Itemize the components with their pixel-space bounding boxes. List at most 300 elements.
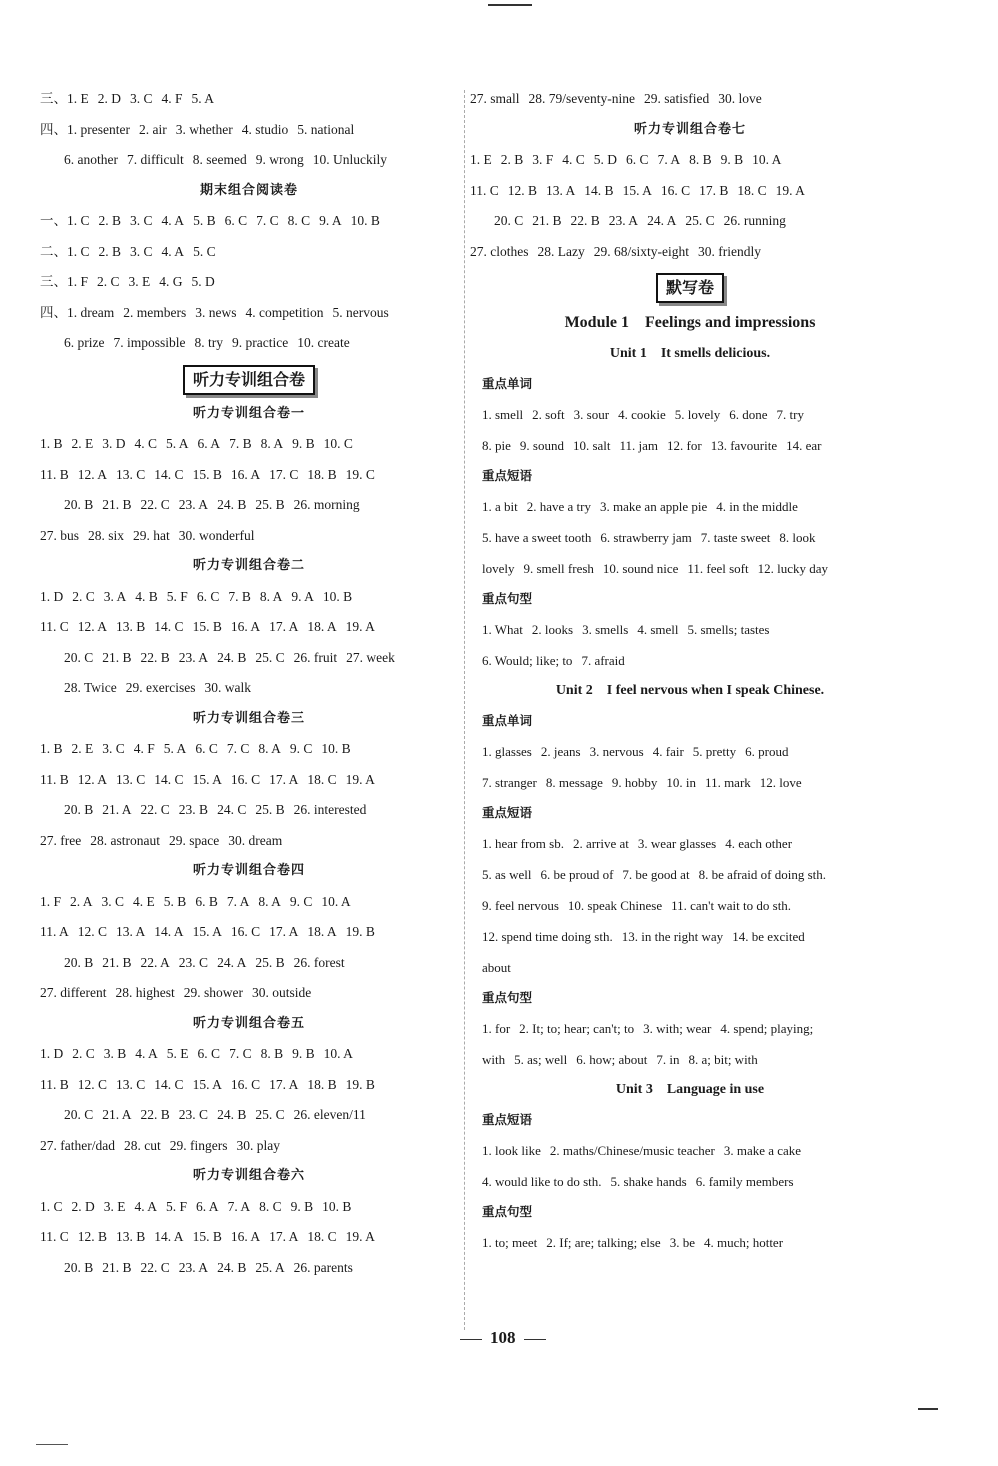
boxed-section-title: 听力专训组合卷 bbox=[183, 365, 315, 395]
answer-item: 4. A bbox=[161, 243, 185, 259]
answer-item: 12. A bbox=[77, 771, 108, 787]
right-answer-column bbox=[470, 84, 910, 1258]
answer-item: 8. message bbox=[545, 775, 603, 790]
answer-item: 5. B bbox=[193, 213, 216, 228]
answer-item: 3. whether bbox=[175, 121, 233, 137]
answer-line bbox=[470, 828, 910, 859]
page-number bbox=[452, 1328, 554, 1348]
answer-line bbox=[40, 917, 458, 948]
answer-item: 11. C bbox=[470, 182, 499, 198]
answer-line bbox=[40, 826, 458, 857]
answer-item: 四、1. presenter bbox=[40, 121, 130, 137]
answer-item: 5. as well bbox=[482, 867, 532, 882]
answer-item: 14. C bbox=[154, 771, 184, 787]
answer-item: 1. look like bbox=[482, 1143, 541, 1158]
answer-line bbox=[40, 1100, 458, 1131]
answer-item: 4. in the middle bbox=[716, 499, 798, 514]
boxed-section-title-wrap bbox=[470, 273, 910, 303]
answer-item: 23. C bbox=[178, 1107, 209, 1122]
answer-item: 3. make a cake bbox=[723, 1143, 802, 1158]
answer-item: 18. A bbox=[307, 619, 337, 634]
answer-item: 11. C bbox=[40, 619, 69, 634]
answer-item: 6. C bbox=[195, 741, 218, 756]
answer-item: 12. for bbox=[667, 438, 702, 453]
answer-item: with bbox=[482, 1052, 506, 1067]
answer-item: 10. A bbox=[323, 1046, 353, 1061]
answer-line bbox=[40, 673, 458, 704]
answer-item: 8. be afraid of doing sth. bbox=[698, 867, 827, 882]
answer-item: 9. B bbox=[290, 1198, 314, 1214]
answer-item: 4. A bbox=[134, 1198, 158, 1214]
answer-item: 4. competition bbox=[245, 304, 324, 320]
answer-item: 23. A bbox=[608, 213, 639, 228]
answer-item: 4. smell bbox=[637, 622, 679, 637]
answer-item: 5. F bbox=[166, 588, 188, 604]
answer-item: 24. B bbox=[217, 1107, 247, 1122]
answer-item: 27. small bbox=[470, 91, 520, 106]
answer-item: 23. A bbox=[178, 649, 209, 665]
answer-item: 14. B bbox=[584, 182, 614, 198]
answer-item: 4. C bbox=[562, 152, 585, 167]
answer-item: 28. six bbox=[88, 527, 125, 543]
answer-item: 4. fair bbox=[652, 744, 684, 759]
subsection-label: 重点短语 bbox=[482, 468, 533, 483]
answer-item: 27. free bbox=[40, 832, 82, 848]
answer-item: 4. A bbox=[161, 213, 185, 228]
answer-item: 4. spend; playing; bbox=[720, 1021, 814, 1036]
answer-item: 11. C bbox=[40, 1229, 69, 1244]
answer-item: 5. have a sweet tooth bbox=[482, 530, 592, 545]
answer-item: 10. B bbox=[322, 1198, 352, 1214]
answer-line bbox=[40, 460, 458, 491]
answer-line bbox=[40, 490, 458, 521]
answer-item: 8. A bbox=[258, 741, 281, 756]
answer-item: 29. satisfied bbox=[643, 91, 710, 106]
answer-item: 4. much; hotter bbox=[703, 1235, 784, 1250]
answer-item: 10. A bbox=[752, 152, 782, 167]
answer-item: 17. A bbox=[269, 1229, 299, 1244]
answer-item: 22. C bbox=[140, 1259, 170, 1275]
answer-item: 4. would like to do sth. bbox=[482, 1174, 602, 1189]
answer-item: 18. B bbox=[307, 1076, 337, 1092]
answer-item: 11. A bbox=[40, 924, 69, 939]
answer-item: 28. 79/seventy-nine bbox=[528, 91, 635, 106]
answer-item: 10. A bbox=[321, 893, 351, 909]
answer-line bbox=[40, 521, 458, 552]
answer-item: 三、1. E bbox=[40, 91, 89, 106]
answer-item: 8. B bbox=[260, 1046, 284, 1061]
answer-item: 1. smell bbox=[482, 407, 524, 422]
answer-item: 8. look bbox=[779, 530, 816, 545]
answer-item: 10. C bbox=[323, 436, 353, 451]
answer-item: 25. A bbox=[255, 1259, 285, 1275]
answer-item: 5. E bbox=[166, 1046, 189, 1061]
answer-item: 5. C bbox=[193, 243, 216, 259]
answer-item: 3. B bbox=[103, 1046, 127, 1061]
answer-item: 3. C bbox=[102, 741, 125, 756]
answer-item: 3. D bbox=[102, 436, 126, 451]
answer-item: 9. practice bbox=[232, 335, 289, 350]
subsection-label: 重点句型 bbox=[482, 990, 533, 1005]
answer-item: 28. highest bbox=[115, 985, 175, 1000]
answer-item: 1. B bbox=[40, 436, 63, 451]
answer-line bbox=[470, 736, 910, 767]
answer-item: 24. B bbox=[217, 497, 247, 512]
answer-item: 5. D bbox=[191, 274, 215, 289]
answer-item: 20. C bbox=[64, 649, 94, 665]
answer-item: 15. A bbox=[192, 1076, 222, 1092]
answer-item: 3. with; wear bbox=[643, 1021, 712, 1036]
answer-line bbox=[470, 645, 910, 676]
answer-item: 10. sound nice bbox=[602, 561, 679, 576]
answer-item: 13. C bbox=[116, 1076, 146, 1092]
answer-item: 8. B bbox=[689, 152, 712, 167]
answer-item: 23. A bbox=[178, 1259, 209, 1275]
answer-item: 8. pie bbox=[482, 438, 511, 453]
answer-line bbox=[470, 1013, 910, 1044]
answer-item: 30. friendly bbox=[697, 243, 761, 259]
answer-item: 1. hear from sb. bbox=[482, 836, 564, 851]
answer-line bbox=[470, 145, 910, 176]
answer-item: 21. A bbox=[102, 1107, 132, 1122]
answer-item: 12. B bbox=[507, 182, 538, 198]
answer-item: 10. create bbox=[297, 335, 350, 350]
answer-item: 4. F bbox=[133, 741, 155, 756]
answer-item: 2. D bbox=[71, 1198, 95, 1214]
section-heading: 听力专训组合卷一 bbox=[192, 405, 305, 421]
answer-item: 19. B bbox=[345, 924, 375, 939]
answer-item: 24. C bbox=[217, 802, 247, 817]
answer-item: 4. B bbox=[135, 588, 158, 604]
answer-item: 16. C bbox=[230, 1076, 261, 1092]
answer-item: 1. B bbox=[40, 741, 63, 756]
answer-item: 8. C bbox=[287, 213, 311, 228]
answer-item: 16. C bbox=[230, 924, 261, 939]
answer-item: 16. A bbox=[230, 1229, 261, 1244]
answer-item: 6. family members bbox=[695, 1174, 794, 1189]
answer-item: 14. C bbox=[154, 1076, 184, 1092]
answer-item: 2. E bbox=[71, 741, 94, 756]
answer-item: 8. A bbox=[259, 588, 283, 604]
answer-item: 9. wrong bbox=[255, 152, 304, 167]
answer-item: 2. jeans bbox=[540, 744, 581, 759]
answer-item: 17. B bbox=[699, 182, 729, 198]
answer-item: 26. morning bbox=[293, 497, 360, 512]
answer-item: 1. D bbox=[40, 1046, 64, 1061]
answer-item: 19. A bbox=[775, 182, 805, 198]
answer-item: 28. Lazy bbox=[537, 243, 585, 259]
answer-line bbox=[40, 887, 458, 918]
answer-line bbox=[470, 1044, 910, 1075]
answer-item: 23. C bbox=[178, 954, 209, 970]
answer-item: 9. B bbox=[292, 1046, 315, 1061]
answer-item: 10. B bbox=[321, 741, 351, 756]
answer-line bbox=[470, 84, 910, 115]
top-edge-mark bbox=[488, 4, 532, 6]
section-heading: 听力专训组合卷七 bbox=[633, 121, 746, 137]
answer-item: 30. love bbox=[718, 91, 762, 106]
answer-item: 15. B bbox=[192, 1229, 222, 1244]
answer-line bbox=[40, 1070, 458, 1101]
answer-item: 30. dream bbox=[228, 832, 283, 848]
answer-item: 3. smells bbox=[582, 622, 629, 637]
answer-item: 6. prize bbox=[64, 335, 105, 350]
section-heading: 听力专训组合卷二 bbox=[192, 558, 305, 573]
answer-item: 4. studio bbox=[241, 121, 289, 137]
answer-item: 2. B bbox=[500, 152, 524, 167]
answer-item: 12. love bbox=[759, 775, 802, 790]
answer-item: 19. A bbox=[345, 619, 375, 634]
answer-line bbox=[470, 890, 910, 921]
answer-item: 25. C bbox=[255, 1107, 285, 1122]
answer-item: 6. another bbox=[64, 152, 118, 167]
answer-item: 9. B bbox=[292, 436, 315, 451]
answer-item: 11. B bbox=[40, 466, 69, 482]
answer-item: 26. forest bbox=[293, 954, 345, 970]
answer-item: 4. each other bbox=[725, 836, 793, 851]
answer-item: 2. E bbox=[71, 436, 94, 451]
answer-item: 25. C bbox=[255, 649, 285, 665]
answer-item: 3. make an apple pie bbox=[600, 499, 708, 514]
answer-item: 12. C bbox=[77, 1076, 108, 1092]
answer-item: 2. It; to; hear; can't; to bbox=[519, 1021, 635, 1036]
answer-item: 9. feel nervous bbox=[482, 898, 559, 913]
answer-item: 22. B bbox=[140, 649, 170, 665]
answer-item: 11. jam bbox=[619, 438, 659, 453]
answer-item: 21. B bbox=[102, 954, 132, 970]
answer-item: 5. B bbox=[163, 893, 187, 909]
answer-item: 21. B bbox=[102, 497, 132, 512]
answer-item: 7. C bbox=[226, 741, 250, 756]
answer-item: 1. to; meet bbox=[482, 1235, 538, 1250]
answer-item: 18. B bbox=[307, 466, 337, 482]
answer-line bbox=[40, 115, 458, 146]
answer-line bbox=[40, 298, 458, 329]
answer-item: 7. taste sweet bbox=[700, 530, 771, 545]
answer-item: 6. how; about bbox=[576, 1052, 648, 1067]
answer-item: about bbox=[482, 960, 511, 975]
answer-item: 7. B bbox=[228, 588, 251, 604]
answer-line bbox=[40, 1039, 458, 1070]
answer-item: 5. D bbox=[593, 152, 618, 167]
answer-item: 7. difficult bbox=[126, 152, 184, 167]
answer-item: 12. B bbox=[77, 1229, 108, 1244]
answer-item: 2. If; are; talking; else bbox=[546, 1235, 661, 1250]
answer-line bbox=[470, 553, 910, 584]
answer-item: 10. speak Chinese bbox=[567, 898, 663, 913]
answer-line bbox=[40, 237, 458, 268]
answer-item: 2. looks bbox=[531, 622, 574, 637]
answer-item: 1. F bbox=[40, 893, 62, 909]
answer-item: 22. B bbox=[140, 1107, 170, 1122]
answer-item: 15. A bbox=[622, 182, 652, 198]
answer-item: 17. A bbox=[269, 771, 299, 787]
answer-item: 7. C bbox=[256, 213, 279, 228]
unit-title: Unit 3 Language in use bbox=[615, 1082, 765, 1097]
answer-item: 9. B bbox=[720, 152, 744, 167]
answer-line bbox=[470, 1227, 910, 1258]
answer-item: 6. C bbox=[197, 1046, 221, 1061]
answer-item: 15. A bbox=[192, 924, 222, 939]
answer-item: 30. walk bbox=[204, 680, 252, 695]
module-title: Module 1 Feelings and impressions bbox=[564, 314, 816, 331]
answer-item: 12. C bbox=[77, 924, 108, 939]
answer-item: 14. be excited bbox=[732, 929, 805, 944]
answer-item: 25. C bbox=[685, 213, 715, 228]
answer-item: 12. spend time doing sth. bbox=[482, 929, 613, 944]
answer-line bbox=[40, 1192, 458, 1223]
answer-line bbox=[40, 429, 458, 460]
section-heading: 期末组合阅读卷 bbox=[199, 182, 298, 198]
answer-item: 23. A bbox=[178, 497, 209, 512]
answer-item: 1. D bbox=[40, 588, 64, 604]
answer-item: 19. C bbox=[345, 466, 375, 482]
answer-line bbox=[470, 767, 910, 798]
answer-item: 6. be proud of bbox=[540, 867, 614, 882]
answer-item: 6. C bbox=[626, 152, 649, 167]
answer-item: 1. glasses bbox=[482, 744, 532, 759]
answer-item: 13. A bbox=[546, 182, 576, 198]
answer-item: 5. national bbox=[297, 121, 355, 137]
answer-item: 8. C bbox=[259, 1198, 282, 1214]
answer-item: 3. C bbox=[130, 243, 153, 259]
answer-line bbox=[470, 859, 910, 890]
subsection-label: 重点单词 bbox=[482, 376, 533, 391]
answer-item: 2. A bbox=[70, 893, 93, 909]
answer-item: 26. interested bbox=[293, 802, 367, 817]
answer-item: 9. A bbox=[319, 213, 342, 228]
answer-item: 19. A bbox=[345, 1229, 375, 1244]
answer-item: 20. C bbox=[494, 213, 524, 228]
answer-item: 22. B bbox=[570, 213, 600, 228]
answer-line bbox=[470, 1135, 910, 1166]
answer-item: 三、1. F bbox=[40, 274, 89, 289]
answer-line bbox=[40, 765, 458, 796]
answer-item: 30. outside bbox=[251, 985, 312, 1000]
answer-item: 5. A bbox=[191, 91, 215, 106]
answer-item: 14. C bbox=[154, 466, 184, 482]
answer-item: 26. parents bbox=[293, 1259, 353, 1275]
subsection-label: 重点句型 bbox=[482, 1204, 533, 1219]
answer-item: 7. in bbox=[656, 1052, 680, 1067]
answer-item: 2. air bbox=[138, 121, 167, 137]
answer-item: 2. C bbox=[72, 1046, 95, 1061]
answer-item: 1. for bbox=[482, 1021, 511, 1036]
answer-item: 6. C bbox=[196, 588, 220, 604]
answer-line bbox=[40, 734, 458, 765]
answer-item: 17. C bbox=[269, 466, 299, 482]
answer-item: 20. B bbox=[64, 954, 94, 970]
answer-line bbox=[40, 328, 458, 359]
answer-item: 7. afraid bbox=[581, 653, 625, 668]
answer-item: 12. A bbox=[77, 466, 108, 482]
corner-mark bbox=[36, 1444, 68, 1445]
answer-item: 22. A bbox=[140, 954, 170, 970]
answer-item: 11. B bbox=[40, 771, 69, 787]
answer-item: 3. C bbox=[130, 91, 153, 106]
answer-item: 24. B bbox=[217, 649, 247, 665]
answer-item: 25. B bbox=[255, 802, 285, 817]
answer-line bbox=[470, 522, 910, 553]
answer-line bbox=[470, 614, 910, 645]
answer-line bbox=[470, 1166, 910, 1197]
answer-item: 3. news bbox=[195, 304, 237, 320]
answer-item: 6. C bbox=[224, 213, 248, 228]
answer-line bbox=[470, 952, 910, 983]
answer-item: 7. A bbox=[657, 152, 681, 167]
answer-item: 6. Would; like; to bbox=[482, 653, 573, 668]
answer-item: 15. B bbox=[192, 466, 222, 482]
answer-item: 7. A bbox=[226, 893, 250, 909]
answer-line bbox=[40, 84, 458, 115]
answer-item: 9. A bbox=[291, 588, 314, 604]
answer-line bbox=[470, 921, 910, 952]
answer-item: 5. pretty bbox=[692, 744, 737, 759]
answer-item: 7. stranger bbox=[482, 775, 537, 790]
answer-item: 5. A bbox=[166, 436, 189, 451]
answer-item: 2. members bbox=[123, 304, 187, 320]
answer-item: 9. C bbox=[289, 741, 313, 756]
unit-title: Unit 2 I feel nervous when I speak Chinese. bbox=[555, 683, 825, 698]
answer-line bbox=[470, 399, 910, 430]
answer-item: 16. A bbox=[230, 466, 261, 482]
answer-item: 14. C bbox=[154, 619, 184, 634]
answer-item: 19. B bbox=[345, 1076, 375, 1092]
answer-item: 28. Twice bbox=[64, 680, 117, 695]
answer-item: 5. A bbox=[163, 741, 187, 756]
answer-item: 20. B bbox=[64, 802, 94, 817]
answer-item: 6. B bbox=[195, 893, 218, 909]
answer-item: 13. A bbox=[116, 924, 146, 939]
answer-item: 9. C bbox=[289, 893, 313, 909]
answer-item: 17. A bbox=[269, 619, 299, 634]
answer-item: 7. try bbox=[776, 407, 804, 422]
answer-item: 13. B bbox=[116, 1229, 146, 1244]
answer-line bbox=[40, 1131, 458, 1162]
answer-line bbox=[470, 491, 910, 522]
answer-item: 14. ear bbox=[786, 438, 822, 453]
page-number-dash bbox=[460, 1339, 482, 1340]
section-heading: 听力专训组合卷三 bbox=[192, 710, 305, 726]
answer-item: 18. C bbox=[307, 1229, 337, 1244]
answer-item: 2. soft bbox=[532, 407, 565, 422]
answer-item: 20. B bbox=[64, 1259, 94, 1275]
answer-item: 3. E bbox=[103, 1198, 126, 1214]
answer-item: 20. C bbox=[64, 1107, 94, 1122]
answer-item: 9. sound bbox=[519, 438, 564, 453]
answer-item: 8. seemed bbox=[192, 152, 247, 167]
answer-item: 8. try bbox=[194, 335, 223, 350]
answer-item: 4. F bbox=[161, 91, 183, 106]
answer-item: 1. a bit bbox=[482, 499, 518, 514]
answer-item: 11. B bbox=[40, 1076, 69, 1092]
answer-item: 16. C bbox=[230, 771, 261, 787]
answer-item: 6. done bbox=[729, 407, 768, 422]
answer-item: 6. proud bbox=[745, 744, 789, 759]
subsection-label: 重点短语 bbox=[482, 805, 533, 820]
answer-item: 4. A bbox=[135, 1046, 158, 1061]
answer-item: 21. B bbox=[102, 1259, 132, 1275]
answer-item: 21. A bbox=[102, 802, 132, 817]
answer-item: 5. smells; tastes bbox=[687, 622, 770, 637]
answer-item: 2. have a try bbox=[526, 499, 592, 514]
answer-item: 24. A bbox=[217, 954, 247, 970]
answer-item: 11. can't wait to do sth. bbox=[671, 898, 792, 913]
answer-item: 5. nervous bbox=[332, 304, 389, 320]
answer-item: 29. shower bbox=[183, 985, 243, 1000]
answer-line bbox=[40, 612, 458, 643]
answer-line bbox=[470, 237, 910, 268]
